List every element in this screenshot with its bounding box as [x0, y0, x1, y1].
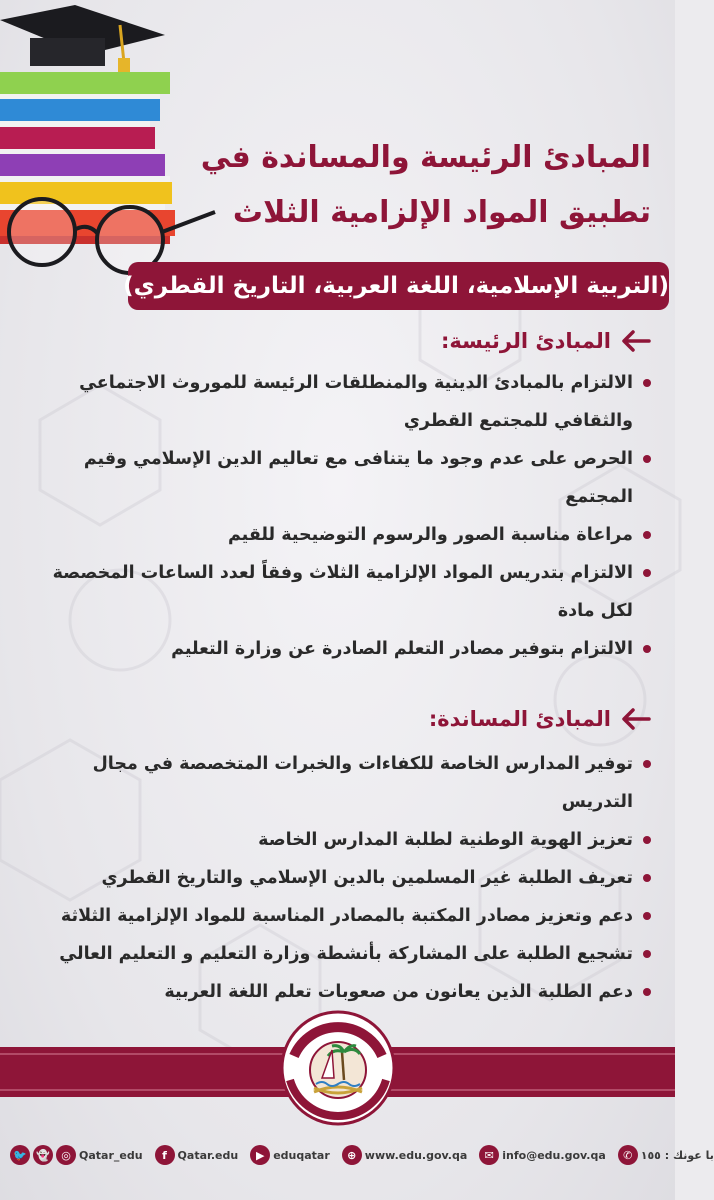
list-item: الالتزام بالمبادئ الدينية والمنطلقات الرئيسة للموروث الاجتماعي والثقافي للمجتمع القطري	[23, 364, 653, 440]
list-item: تعزيز الهوية الوطنية لطلبة المدارس الخاصة	[23, 821, 653, 859]
globe-icon: ⊕	[342, 1145, 362, 1165]
bullet-icon	[643, 645, 651, 653]
youtube-icon: ▶	[250, 1145, 270, 1165]
list-item: تشجيع الطلبة على المشاركة بأنشطة وزارة التعليم و التعليم العالي	[23, 935, 653, 973]
list-item: توفير المدارس الخاصة للكفاءات والخبرات المتخصصة في مجال التدريس	[23, 745, 653, 821]
main-principles-title: المبادئ الرئيسة:	[440, 329, 611, 353]
list-item: الالتزام بتدريس المواد الإلزامية الثلاث وفقاً لعدد الساعات المخصصة لكل مادة	[23, 554, 653, 630]
mail-icon: ✉	[479, 1145, 499, 1165]
facebook-link[interactable]: f Qatar.edu	[155, 1145, 239, 1165]
twitter-icon[interactable]: 🐦	[10, 1145, 30, 1165]
bullet-icon	[643, 760, 651, 768]
supporting-principles-title: المبادئ المساندة:	[428, 707, 611, 731]
list-item: تعريف الطلبة غير المسلمين بالدين الإسلامي والتاريخ القطري	[23, 859, 653, 897]
bullet-icon	[643, 569, 651, 577]
social-icons-group	[10, 1145, 143, 1165]
supporting-principles-list	[23, 745, 653, 1011]
main-principles-heading	[441, 325, 651, 357]
supporting-principles-heading	[429, 703, 651, 735]
social-handle[interactable]: Qatar_edu	[79, 1148, 143, 1162]
list-item: مراعاة مناسبة الصور والرسوم التوضيحية للقيم	[23, 516, 653, 554]
instagram-icon[interactable]: ◎	[56, 1145, 76, 1165]
facebook-icon: f	[155, 1145, 175, 1165]
arrow-left-icon	[621, 330, 651, 352]
website-link[interactable]: ⊕ www.edu.gov.qa	[342, 1145, 468, 1165]
list-item: دعم الطلبة الذين يعانون من صعوبات تعلم اللغة العربية	[23, 973, 653, 1011]
bullet-icon	[643, 379, 651, 387]
list-item: الالتزام بتوفير مصادر التعلم الصادرة عن وزارة التعليم	[23, 630, 653, 668]
bullet-icon	[643, 874, 651, 882]
ministry-emblem-logo	[272, 1008, 404, 1128]
snapchat-icon[interactable]: 👻	[33, 1145, 53, 1165]
subtitle-text: (التربية الإسلامية، اللغة العربية، التاريخ القطري)	[123, 273, 669, 299]
list-item: دعم وتعزيز مصادر المكتبة بالمصادر المناسبة للمواد الإلزامية الثلاثة	[23, 897, 653, 935]
bullet-icon	[643, 950, 651, 958]
bullet-icon	[643, 531, 651, 539]
youtube-link[interactable]: ▶ eduqatar	[250, 1145, 330, 1165]
bullet-icon	[643, 455, 651, 463]
page-title-line1: المبادئ الرئيسة والمساندة في	[200, 140, 651, 175]
phone-link[interactable]: ✆ با عونك : ١٥٥	[618, 1145, 714, 1165]
bullet-icon	[643, 912, 651, 920]
page-title-line2: تطبيق المواد الإلزامية الثلاث	[232, 195, 651, 230]
bullet-icon	[643, 836, 651, 844]
list-item: الحرص على عدم وجود ما يتنافى مع تعاليم الدين الإسلامي وقيم المجتمع	[23, 440, 653, 516]
arrow-left-icon	[621, 708, 651, 730]
contact-bar	[10, 1140, 714, 1170]
subtitle-banner	[123, 262, 669, 310]
phone-icon: ✆	[618, 1145, 638, 1165]
main-principles-list	[23, 364, 653, 668]
bullet-icon	[643, 988, 651, 996]
email-link[interactable]: ✉ info@edu.gov.qa	[479, 1145, 605, 1165]
